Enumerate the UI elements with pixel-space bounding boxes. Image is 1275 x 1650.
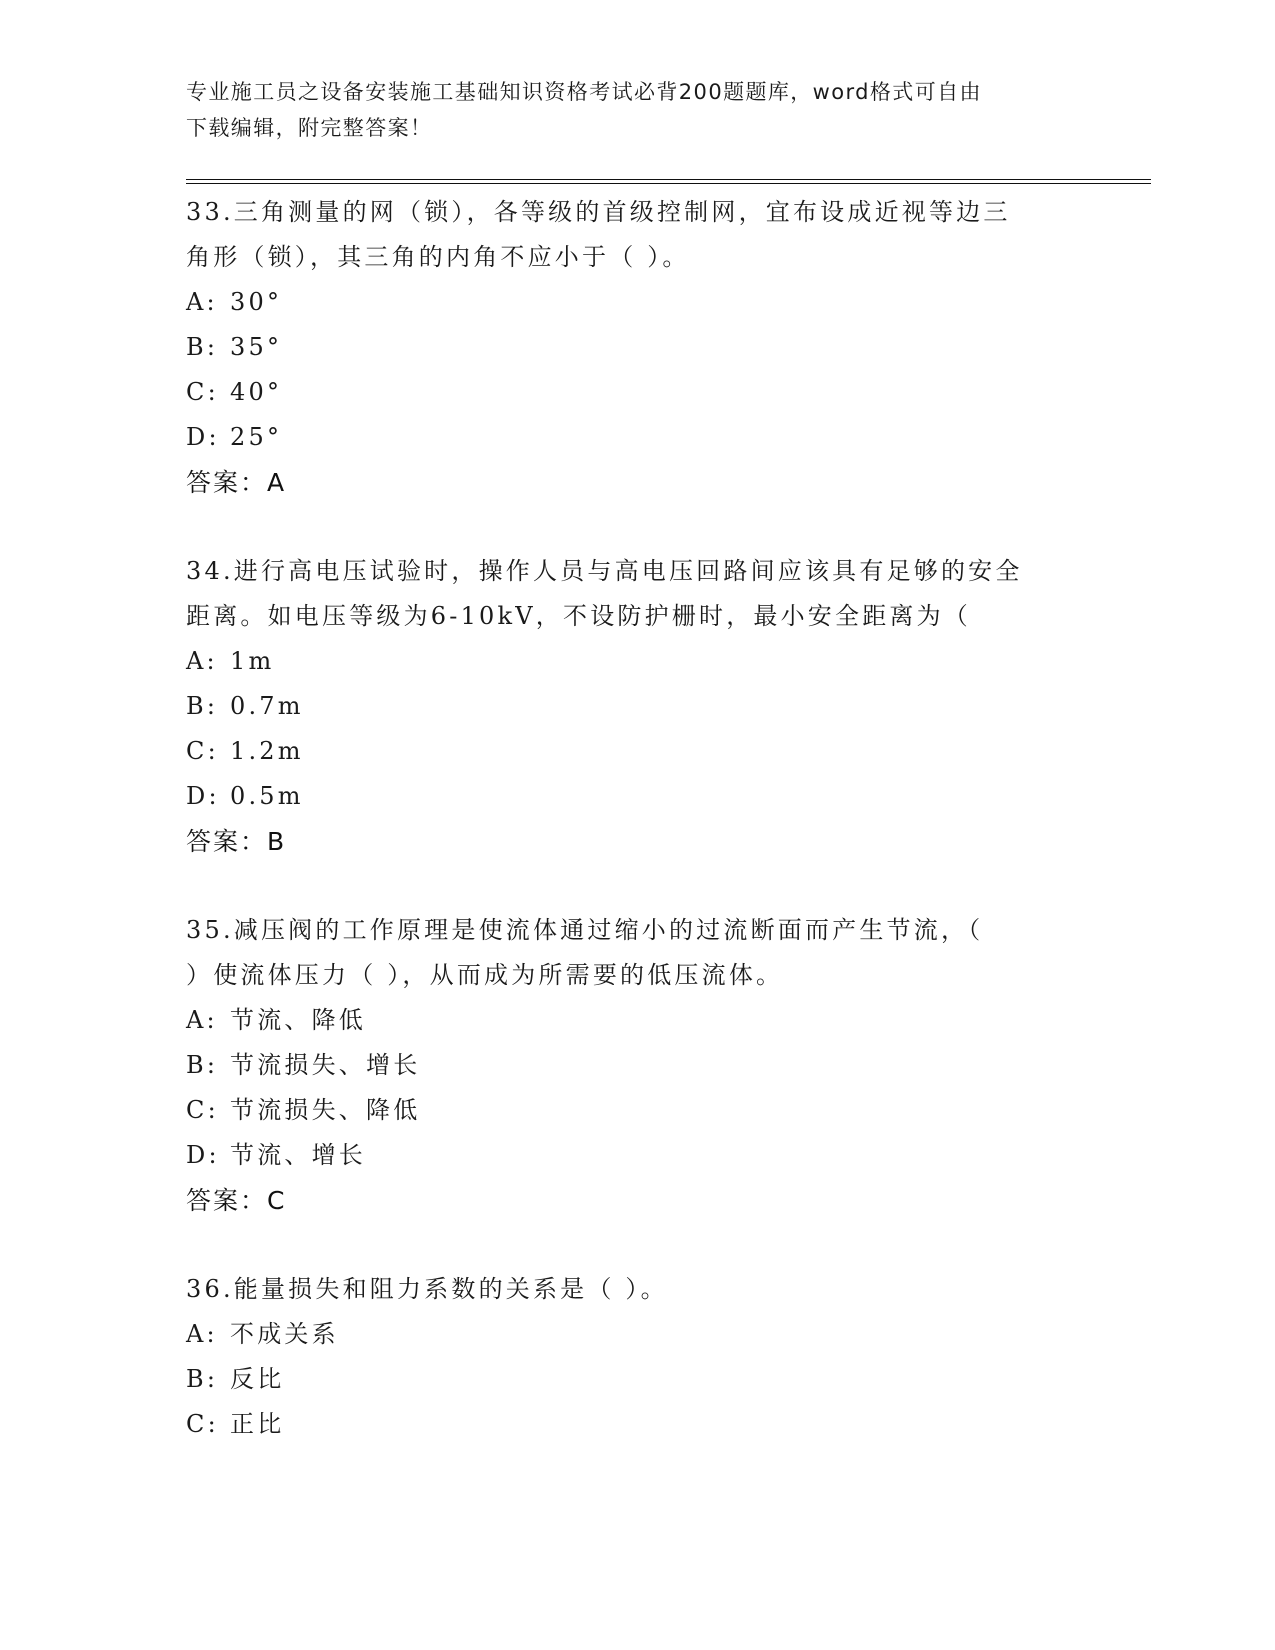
question-stem-line: 距离。如电压等级为6-10kV，不设防护栅时，最小安全距离为（ (186, 602, 971, 630)
option-text: 0.5m (230, 782, 304, 810)
option-text: 0.7m (230, 692, 304, 720)
option-c (186, 370, 1086, 415)
option-d (186, 415, 1086, 460)
option-key: B: (186, 1051, 219, 1079)
option-key: D: (186, 1141, 220, 1169)
option-key: B: (186, 333, 219, 361)
question-stem-line: ）使流体压力（ ），从而成为所需要的低压流体。 (186, 961, 784, 989)
question-stem-line: 33.三角测量的网（锁），各等级的首级控制网，宜布设成近视等边三 (186, 198, 1011, 226)
option-b (186, 1043, 1086, 1088)
option-key: B: (186, 692, 219, 720)
option-key: C: (186, 1410, 219, 1438)
option-a (186, 998, 1086, 1043)
answer-label: 答案：A (186, 468, 287, 497)
option-a (186, 1312, 1086, 1357)
option-key: B: (186, 1365, 219, 1393)
option-key: A: (186, 1320, 218, 1348)
option-text: 40° (230, 378, 283, 406)
option-text: 节流损失、增长 (230, 1051, 421, 1079)
option-text: 节流、增长 (230, 1141, 366, 1169)
question-35 (186, 908, 1086, 1223)
answer-label: 答案：C (186, 1186, 287, 1215)
option-b (186, 1357, 1086, 1402)
option-a (186, 639, 1086, 684)
question-stem-line: 35.减压阀的工作原理是使流体通过缩小的过流断面而产生节流，（ (186, 916, 984, 944)
option-c (186, 1402, 1086, 1447)
option-b (186, 684, 1086, 729)
option-text: 不成关系 (230, 1320, 339, 1348)
question-33 (186, 190, 1086, 505)
option-key: A: (186, 1006, 218, 1034)
option-a (186, 280, 1086, 325)
option-key: C: (186, 1096, 219, 1124)
option-c (186, 1088, 1086, 1133)
header-line-2: 下载编辑，附完整答案！ (186, 116, 433, 140)
option-d (186, 1133, 1086, 1178)
question-36 (186, 1267, 1086, 1447)
option-key: C: (186, 737, 219, 765)
option-text: 1m (230, 647, 275, 675)
answer-label: 答案：B (186, 827, 287, 856)
option-text: 30° (230, 288, 283, 316)
option-text: 节流、降低 (230, 1006, 366, 1034)
option-text: 反比 (230, 1365, 285, 1393)
option-d (186, 774, 1086, 819)
option-text: 节流损失、降低 (230, 1096, 421, 1124)
question-stem-line: 36.能量损失和阻力系数的关系是（ ）。 (186, 1275, 668, 1303)
option-text: 1.2m (230, 737, 304, 765)
option-key: D: (186, 423, 220, 451)
option-c (186, 729, 1086, 774)
header-divider-top (186, 179, 1151, 180)
option-text: 35° (230, 333, 283, 361)
option-key: A: (186, 647, 218, 675)
option-key: A: (186, 288, 218, 316)
option-key: C: (186, 378, 219, 406)
header-divider-bottom (186, 183, 1151, 184)
option-text: 正比 (230, 1410, 285, 1438)
header-line-1: 专业施工员之设备安装施工基础知识资格考试必背200题题库，word格式可自由 (186, 80, 982, 104)
question-34 (186, 549, 1086, 864)
question-list (186, 190, 1086, 1491)
option-b (186, 325, 1086, 370)
question-stem-line: 34.进行高电压试验时，操作人员与高电压回路间应该具有足够的安全 (186, 557, 1023, 585)
option-text: 25° (230, 423, 283, 451)
document-header (186, 74, 1066, 146)
option-key: D: (186, 782, 220, 810)
question-stem-line: 角形（锁），其三角的内角不应小于（ ）。 (186, 243, 690, 271)
